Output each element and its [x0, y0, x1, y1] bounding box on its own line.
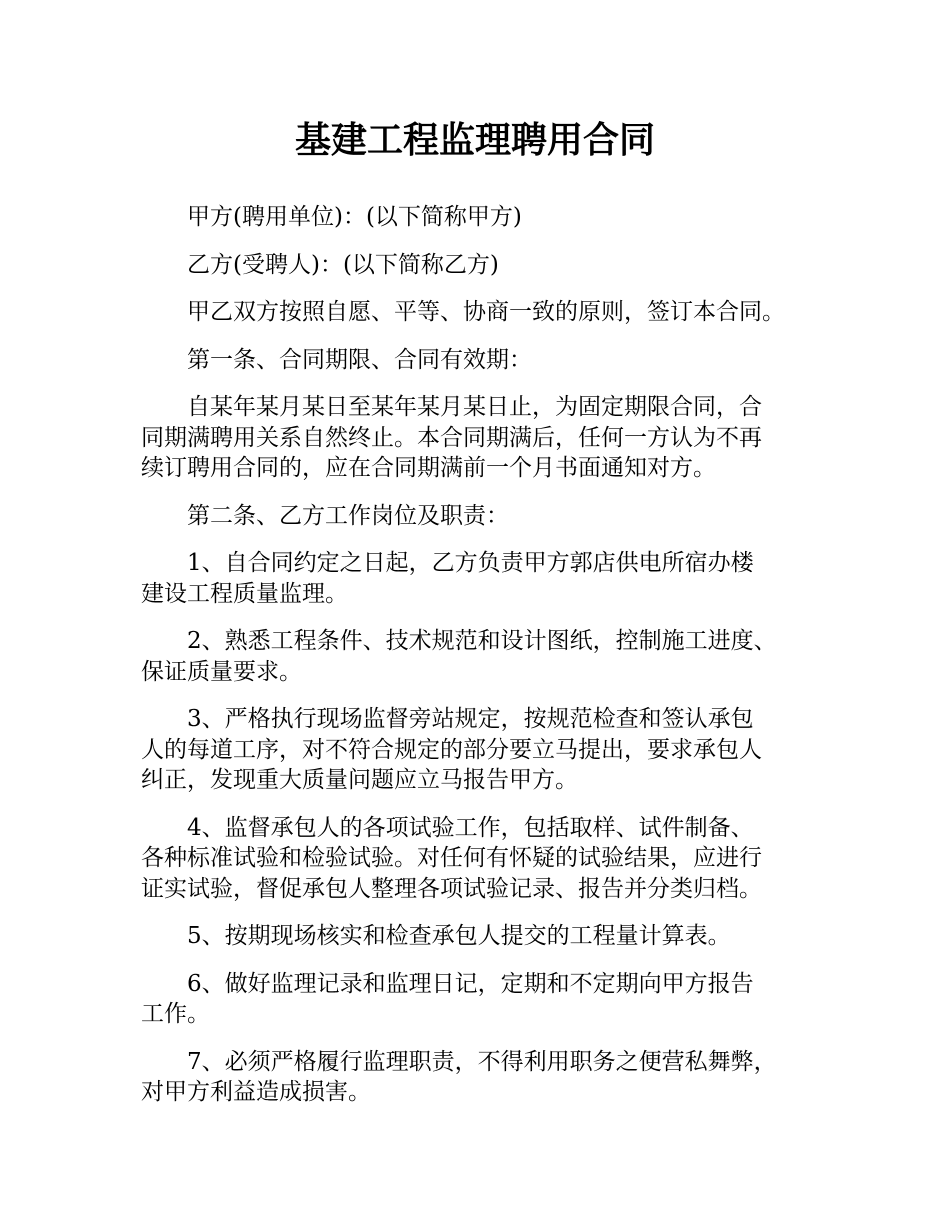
text-line: 2、熟悉工程条件、技术规范和设计图纸，控制施工进度、: [187, 628, 777, 654]
text-line: 对甲方利益造成损害。: [141, 1079, 371, 1105]
text-line: 纠正，发现重大质量问题应立马报告甲方。: [141, 767, 578, 793]
paragraph-principle: [141, 297, 821, 328]
text-line: 工作。: [141, 1001, 210, 1027]
duty-item-5: [141, 921, 821, 952]
text-line: 第一条、合同期限、合同有效期：: [187, 346, 532, 373]
text-line: 6、做好监理记录和监理日记，定期和不定期向甲方报告: [187, 970, 754, 997]
text-line: 7、必须严格履行监理职责，不得利用职务之便营私舞弊，: [187, 1048, 777, 1075]
paragraph-party-b: [141, 250, 821, 281]
text-line: 建设工程质量监理。: [141, 580, 348, 607]
text-line: 同期满聘用关系自然终止。本合同期满后，任何一方认为不再: [141, 424, 762, 451]
text-line: 人的每道工序，对不符合规定的部分要立马提出，要求承包人: [141, 736, 762, 763]
text-line: 保证质量要求。: [141, 658, 302, 685]
text-line: 乙方(受聘人)：(以下简称乙方): [187, 251, 499, 278]
duty-item-6: [141, 969, 821, 1030]
duty-item-4: [141, 813, 821, 905]
text-line: 第二条、乙方工作岗位及职责：: [187, 502, 509, 529]
document-title: 基建工程监理聘用合同: [294, 120, 655, 161]
duty-item-7: [141, 1047, 821, 1108]
text-line: 甲乙双方按照自愿、平等、协商一致的原则，签订本合同。: [187, 299, 785, 325]
text-line: 1、自合同约定之日起，乙方负责甲方郭店供电所宿办楼: [187, 550, 754, 576]
text-line: 各种标准试验和检验试验。对任何有怀疑的试验结果，应进行: [141, 845, 762, 871]
text-line: 4、监督承包人的各项试验工作，包括取样、试件制备、: [187, 814, 754, 841]
paragraph-term: [141, 392, 821, 484]
article-2-heading: [141, 501, 821, 532]
text-line: 证实试验，督促承包人整理各项试验记录、报告并分类归档。: [141, 875, 762, 902]
duty-item-1: [141, 548, 821, 609]
paragraph-party-a: [141, 202, 821, 233]
text-line: 5、按期现场核实和检查承包人提交的工程量计算表。: [187, 923, 731, 949]
duty-item-3: [141, 704, 821, 796]
text-line: 续订聘用合同的，应在合同期满前一个月书面通知对方。: [141, 455, 716, 481]
duty-item-2: [141, 626, 821, 687]
document-body: [141, 202, 821, 1125]
text-line: 甲方(聘用单位)：(以下简称甲方): [187, 204, 522, 230]
text-line: 自某年某月某日至某年某月某日止，为固定期限合同，合: [187, 394, 762, 420]
text-line: 3、严格执行现场监督旁站规定，按规范检查和签认承包: [187, 706, 754, 732]
article-1-heading: [141, 345, 821, 376]
